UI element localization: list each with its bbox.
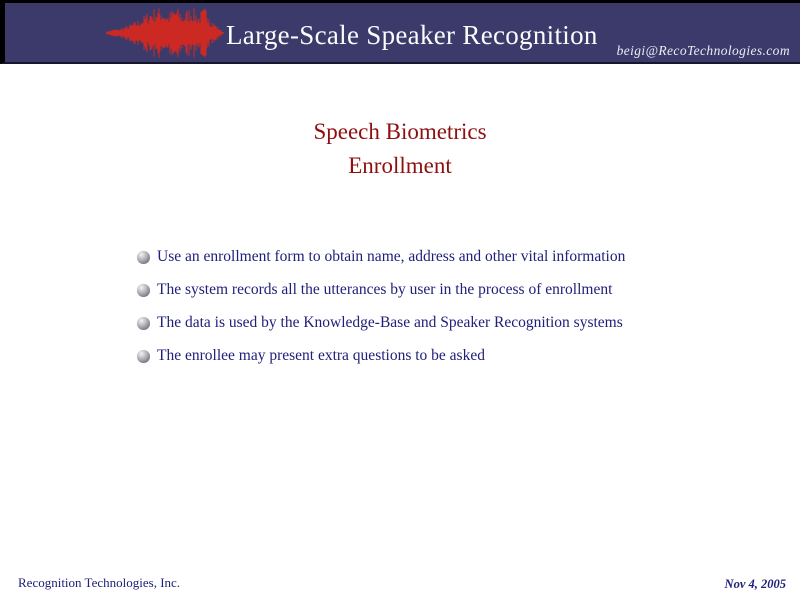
sphere-bullet-icon xyxy=(137,251,150,264)
slide-title-line1: Speech Biometrics xyxy=(313,119,487,144)
sphere-bullet-icon xyxy=(137,317,150,330)
author-email: beigi@RecoTechnologies.com xyxy=(616,43,790,58)
list-item xyxy=(137,280,625,300)
presentation-title: Large-Scale Speaker Recognition xyxy=(226,20,598,50)
bullet-list xyxy=(137,247,625,379)
list-item xyxy=(137,247,625,267)
waveform-icon xyxy=(106,7,224,59)
list-item xyxy=(137,346,625,366)
slide-title-line2: Enrollment xyxy=(348,153,452,178)
footer-date: Nov 4, 2005 xyxy=(724,577,786,591)
sphere-bullet-icon xyxy=(137,284,150,297)
bullet-text: The data is used by the Knowledge-Base and Speaker Recognition systems xyxy=(157,314,623,331)
footer-company: Recognition Technologies, Inc. xyxy=(18,575,181,590)
slide-title xyxy=(0,115,800,183)
bullet-text: The enrollee may present extra questions to be asked xyxy=(157,347,485,364)
sphere-bullet-icon xyxy=(137,350,150,363)
list-item xyxy=(137,313,625,333)
bullet-text: The system records all the utterances by user in the process of enrollment xyxy=(157,281,613,298)
header-bar xyxy=(0,0,800,64)
bullet-text: Use an enrollment form to obtain name, address and other vital information xyxy=(157,248,626,265)
